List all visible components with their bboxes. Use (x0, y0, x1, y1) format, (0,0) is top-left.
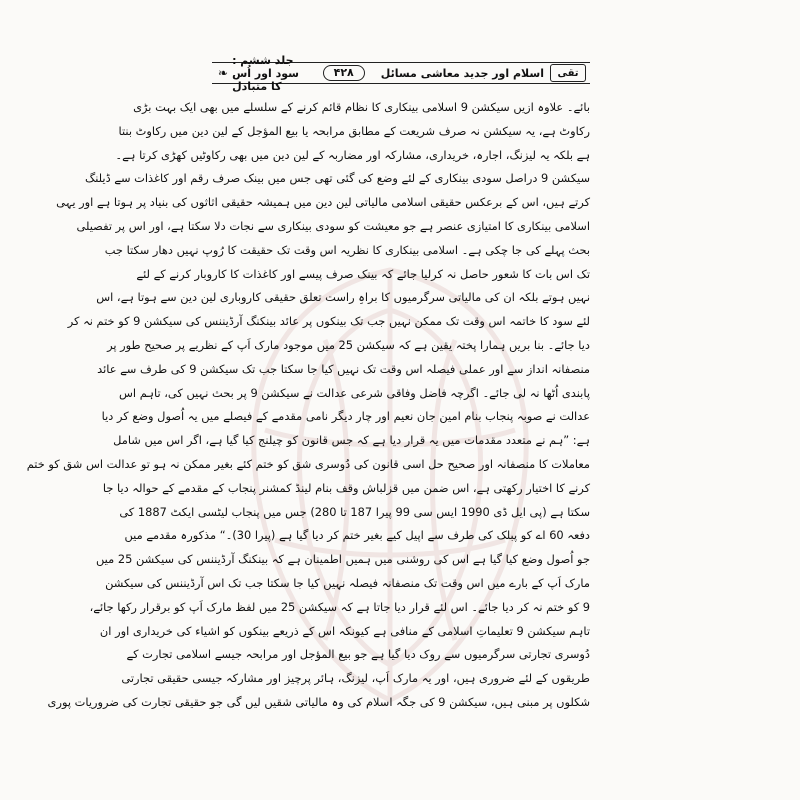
text-line: رکاوٹ ہے، یہ سیکشن نہ صرف شریعت کے مطابق مرابحہ یا بیع المؤجل کے لین دین میں رکاوٹ بنتا (118, 123, 590, 138)
text-line: تک اس بات کا شعور حاصل نہ کرلیا جائے کہ بینک صرف پیسے اور کاغذات کا کاروبار کرنے کے لئے (136, 266, 590, 281)
text-line: کرتے ہیں، اس کے برعکس حقیقی اسلامی مالیاتی لین دین میں ہمیشہ حقیقی اثاثوں کی بنیاد پر ہوتا ہے اور یہی (56, 195, 590, 210)
text-line: ہے: ”ہم نے متعدد مقدمات میں یہ قرار دیا ہے کہ جس قانون کو چیلنج کیا گیا ہے، اگر اس میں شامل (113, 433, 590, 448)
text-line: کرنے کا اختیار رکھتی ہے، اس ضمن میں قزلباش وقف بنام لینڈ کمشنر پنجاب کے مقدمے کے حوالہ دیا جا (102, 480, 590, 495)
volume-chapter-title: جلد ششم : سود اور اُس کا متبادل (232, 53, 299, 93)
text-line: تاہم سیکشن 9 تعلیماتِ اسلامی کے منافی ہے کیونکہ اس کے ذریعے بینکوں کو اشیاء کی خریداری اور ان (99, 623, 590, 638)
text-line: 9 کو ختم نہ کر دیا جائے۔ اس لئے قرار دیا جاتا ہے کہ سیکشن 25 میں لفظ مارک اَپ کو برقرار رکھا جائے، (89, 599, 590, 614)
book-title: اسلام اور جدید معاشی مسائل (380, 66, 544, 80)
body-text (26, 96, 590, 715)
text-line: سیکشن 9 دراصل سودی بینکاری کے لئے وضع کی گئی تھی جس میں بینک صرف رقم اور کاغذات سے ڈیلنگ (85, 171, 590, 186)
text-line: دُوسری تجارتی سرگرمیوں سے روک دیا گیا ہے جو بیع المؤجل اور مرابحہ جیسے اسلامی تجارت کے (126, 647, 590, 662)
text-line: بحث پہلے کی جا چکی ہے۔ اسلامی بینکاری کا نظریہ اس وقت تک حقیقت کا رُوپ نہیں دھار سکتا جب (104, 242, 590, 257)
text-line: نہیں ہوتے بلکہ ان کی مالیاتی سرگرمیوں کا براہِ راست تعلق حقیقی کاروباری لین دین سے ہوتا ہے، اس (96, 290, 590, 305)
text-line: بائے۔ علاوہ ازیں سیکشن 9 اسلامی بینکاری کا نظام قائم کرنے کے سلسلے میں بھی ایک بہت بڑی (133, 100, 590, 114)
text-line: معاملات کا منصفانہ اور صحیح حل اسی قانون کی دُوسری شق کو ختم کئے بغیر ممکن نہ ہو تو عدالت اس شق کو ختم (26, 456, 590, 471)
text-line: پابندی اُٹھا نہ لی جائے۔ اگرچہ فاضل وفاقی شرعی عدالت نے سیکشن 9 پر بحث نہیں کی، تاہم اس (119, 385, 590, 400)
header-corner-label: تقی (550, 64, 586, 82)
text-line: شکلوں پر مبنی ہیں، سیکشن 9 کی جگہ اسلام کی وہ مالیاتی شقیں لیں گی جو حقیقی تجارت کی ضروریات پوری (47, 694, 590, 709)
page-number: ۴۲۸ (323, 65, 365, 81)
running-header (212, 53, 590, 93)
text-line: لئے سود کا خاتمہ اس وقت تک ممکن نہیں جب تک بینکوں پر عائد بینکنگ آرڈیننس کی سیکشن 9 کو ختم نہ کر (67, 314, 590, 329)
text-line: طریقوں کے لئے ضروری ہیں، اور یہ مارک اَپ، لیزنگ، ہائر پرچیز اور مشارکہ جیسی حقیقی تجارتی (121, 671, 590, 686)
text-line: اسلامی بینکاری کا امتیازی عنصر ہے جو معیشت کو سودی بینکاری سے نجات دلا سکتا ہے، اور اس پر تفصیلی (76, 218, 590, 233)
text-line: سکتا ہے (پی ایل ڈی 1990 ایس سی 99 پیرا 187 تا 280) جس میں پنجاب لیٹسی ایکٹ 1887 کی (119, 504, 590, 519)
text-line: جو اُصول وضع کیا گیا ہے اس کی روشنی میں ہمیں اطمینان ہے کہ بینکنگ آرڈیننس کی سیکشن 25 میں (96, 552, 590, 567)
text-line: منصفانہ انداز سے اور عملی فیصلہ اس وقت تک نہیں کیا جا سکتا جب تک سیکشن 9 کی طرف سے عائد (97, 361, 590, 376)
text-line: دیا جائے۔ بنا بریں ہمارا پختہ یقین ہے کہ سیکشن 25 میں موجود مارک اَپ کے نظریے پر صحیح طور پر (107, 337, 590, 352)
text-line: دفعہ 60 اے کو پبلک کی طرف سے اپیل کیے بغیر ختم کر دیا گیا ہے (پیرا 30)۔“ مذکورہ مقدمے میں (124, 528, 590, 543)
text-line: عدالت نے صوبہ پنجاب بنام امین جان نعیم اور چار دیگر نامی مقدمے کے فیصلے میں یہ اُصول وضع کر دیا (101, 409, 590, 424)
text-line: مارک اَپ کے بارے میں اس وقت تک منصفانہ فیصلہ نہیں کیا جا سکتا جب تک اس آرڈیننس کی سیکشن (105, 575, 590, 590)
ornament-icon: ❧ (218, 66, 229, 80)
text-line: ہے بلکہ یہ لیزنگ، اجارہ، خریداری، مشارکہ اور مضاربہ کے لین دین میں بھی رکاوٹیں کھڑی کرتا ہے۔ (115, 147, 590, 162)
